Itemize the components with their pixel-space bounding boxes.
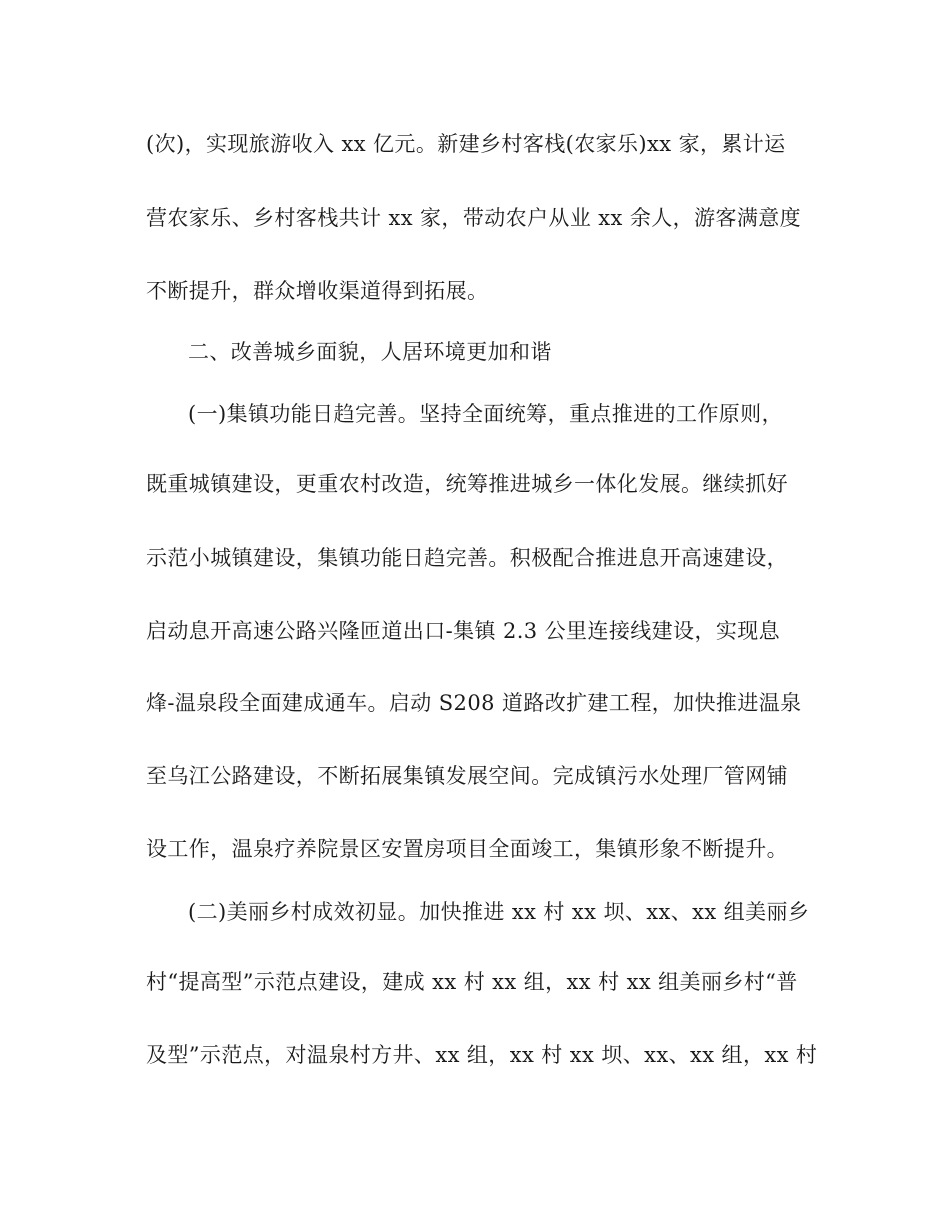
- body-text-line: 村“提高型”示范点建设，建成 xx 村 xx 组，xx 村 xx 组美丽乡村“普: [146, 970, 798, 994]
- body-text-line: 启动息开高速公路兴隆匝道出口-集镇 2.3 公里连接线建设，实现息: [146, 619, 781, 643]
- body-text-line: 烽-温泉段全面建成通车。启动 S208 道路改扩建工程，加快推进温泉: [146, 691, 802, 715]
- section-heading: 二、改善城乡面貌，人居环境更加和谐: [188, 340, 552, 364]
- body-text-line: (次)，实现旅游收入 xx 亿元。新建乡村客栈(农家乐)xx 家，累计运: [146, 132, 786, 156]
- body-text-line: 示范小城镇建设，集镇功能日趋完善。积极配合推进息开高速建设，: [146, 546, 788, 570]
- body-text-line: 设工作，温泉疗养院景区安置房项目全面竣工，集镇形象不断提升。: [146, 837, 788, 861]
- body-text-line: 既重城镇建设，更重农村改造，统筹推进城乡一体化发展。继续抓好: [146, 472, 788, 496]
- body-text-line: 及型”示范点，对温泉村方井、xx 组，xx 村 xx 坝、xx、xx 组，xx 村: [146, 1043, 818, 1067]
- subsection-heading-line: (二)美丽乡村成效初显。加快推进 xx 村 xx 坝、xx、xx 组美丽乡: [188, 900, 810, 924]
- subsection-heading-line: (一)集镇功能日趋完善。坚持全面统筹，重点推进的工作原则，: [188, 402, 783, 426]
- body-text-line: 至乌江公路建设，不断拓展集镇发展空间。完成镇污水处理厂管网铺: [146, 764, 788, 788]
- body-text-line: 营农家乐、乡村客栈共计 xx 家，带动农户从业 xx 余人，游客满意度: [146, 206, 802, 230]
- body-text-line: 不断提升，群众增收渠道得到拓展。: [146, 279, 489, 303]
